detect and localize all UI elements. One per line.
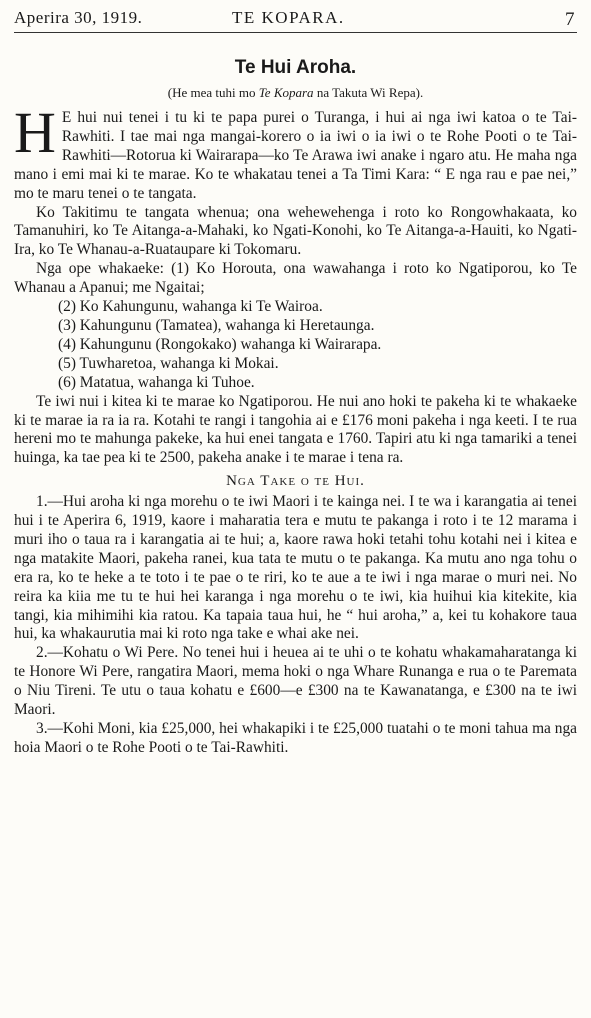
section-item-3: 3.—Kohi Moni, kia £25,000, hei whakapiki i te £25,000 tuatahi o te moni tahua ma nga hoia Maori o te Rohe Pooti o te Tai-Rawhiti. xyxy=(14,720,577,756)
list-item: (2) Ko Kahungunu, wahanga ki Te Wairoa. xyxy=(58,298,323,316)
page-number: 7 xyxy=(565,9,575,30)
byline-prefix: (He mea tuhi mo xyxy=(167,85,259,100)
drop-cap: H xyxy=(14,100,56,165)
byline-paper-name: Te Kopara xyxy=(258,85,314,100)
section-item-2: 2.—Kohatu o Wi Pere. No tenei hui i heuea ai te uhi o te kohatu whakamaharatanga ki te Honore Wi Pere, rangatira Maori, mema hoki o nga Whare Runanga e rua o te Paremata o Niu Tireni. Te utu o taua kohatu e £600—e £300 na te Kawanatanga, e £300 na te iwi Maori. xyxy=(14,644,577,719)
article-body xyxy=(14,100,577,758)
attendance-paragraph: Te iwi nui i kitea ki te marae ko Ngatiporou. He nui ano hoki te pakeha ki te whakaeke ki te marae ia ra ia ra. Kotahi te rangi i tangohia ai e £176 moni pakeha i nga keeti. I te rua hereni mo te mahunga pakeke, ka hui enei tangata e 1760. Tapiri atu ki nga tamariki a tenei huinga, ka tae pea ki te 2500, pakeha anake i te marae i tena ra. xyxy=(14,392,577,467)
article-byline xyxy=(14,85,577,101)
article-title: Te Hui Aroha. xyxy=(234,57,357,78)
issue-date: Aperira 30, 1919. xyxy=(14,8,143,27)
list-item: (5) Tuwharetoa, wahanga ki Mokai. xyxy=(58,354,279,372)
opening-paragraph-text: E hui nui tenei i tu ki te papa purei o Turanga, i hui ai nga iwi katoa o te Tai-Rawhiti. I tae mai nga mangai-korero o ia iwi o ia iwi o te Rohe Pooti o te Tai-Rawhiti—Rotorua ki Wairarapa—ko Te Arawa iwi anake i ngaro atu. He maha nga mano i emi mai ki te marae. Ko te whakatau tenei a Ta Timi Kara: “ E nga rau e pae nei,” mo te maru tenei o te tangata. xyxy=(14,109,577,202)
section-item-1: 1.—Hui aroha ki nga morehu o te iwi Maori i te kainga nei. I te wa i karangatia ai tenei hui i te Aperira 6, 1919, kaore i maharatia tera e mutu te pakanga i roto i te 12 marama i muri iho o taua ra i karangatia ai te hui; a, kaore rawa hoki tetahi tohu kotahi nei i kitea e nga matakite Maori, pakeha ranei, kua tata te mutu o te pakanga. Ka mutu ano nga tohu o era ra, ko te heke a te toto i te pae o te riri, ko te aue a te iwi i nga marae o muri nei. No reira ka kiia me tu te hui hei karanga i nga morehu o te iwi, kia huihui kia kitekite, kia tangi, kia mihimihi kia ratou. Ka tapaia taua hui, he “ hui aroha,” a, kei tu kohakore taua hui, ka whakaurutia mai ki roto nga take e whai ake nei. xyxy=(14,493,577,643)
ope-whakaeke-paragraph: Nga ope whakaeke: (1) Ko Horouta, ona wawahanga i roto ko Ngatiporou, ko Te Whanau a Apanui; me Ngaitai; xyxy=(14,260,577,297)
newspaper-title: TE KOPARA. xyxy=(232,8,345,27)
list-item: (6) Matatua, wahanga ki Tuhoe. xyxy=(58,373,255,391)
byline-suffix: na Takuta Wi Repa). xyxy=(313,85,424,100)
list-item: (3) Kahungunu (Tamatea), wahanga ki Heretaunga. xyxy=(58,316,375,334)
running-head xyxy=(14,6,577,33)
list-item: (4) Kahungunu (Rongokako) wahanga ki Wairarapa. xyxy=(58,335,382,353)
opening-paragraph xyxy=(14,100,577,204)
section-heading: Nga Take o te Hui. xyxy=(226,473,365,490)
tangata-whenua-paragraph: Ko Takitimu te tangata whenua; ona wehewehenga i roto ko Rongowhakaata, ko Tamanuhiri, ko Te Aitanga-a-Mahaki, ko Ngati-Konohi, ko Te Aitanga-a-Hauiti, ko Ngati-Ira, ko Te Whanau-a-Ruataupare ki Tokomaru. xyxy=(14,203,577,259)
